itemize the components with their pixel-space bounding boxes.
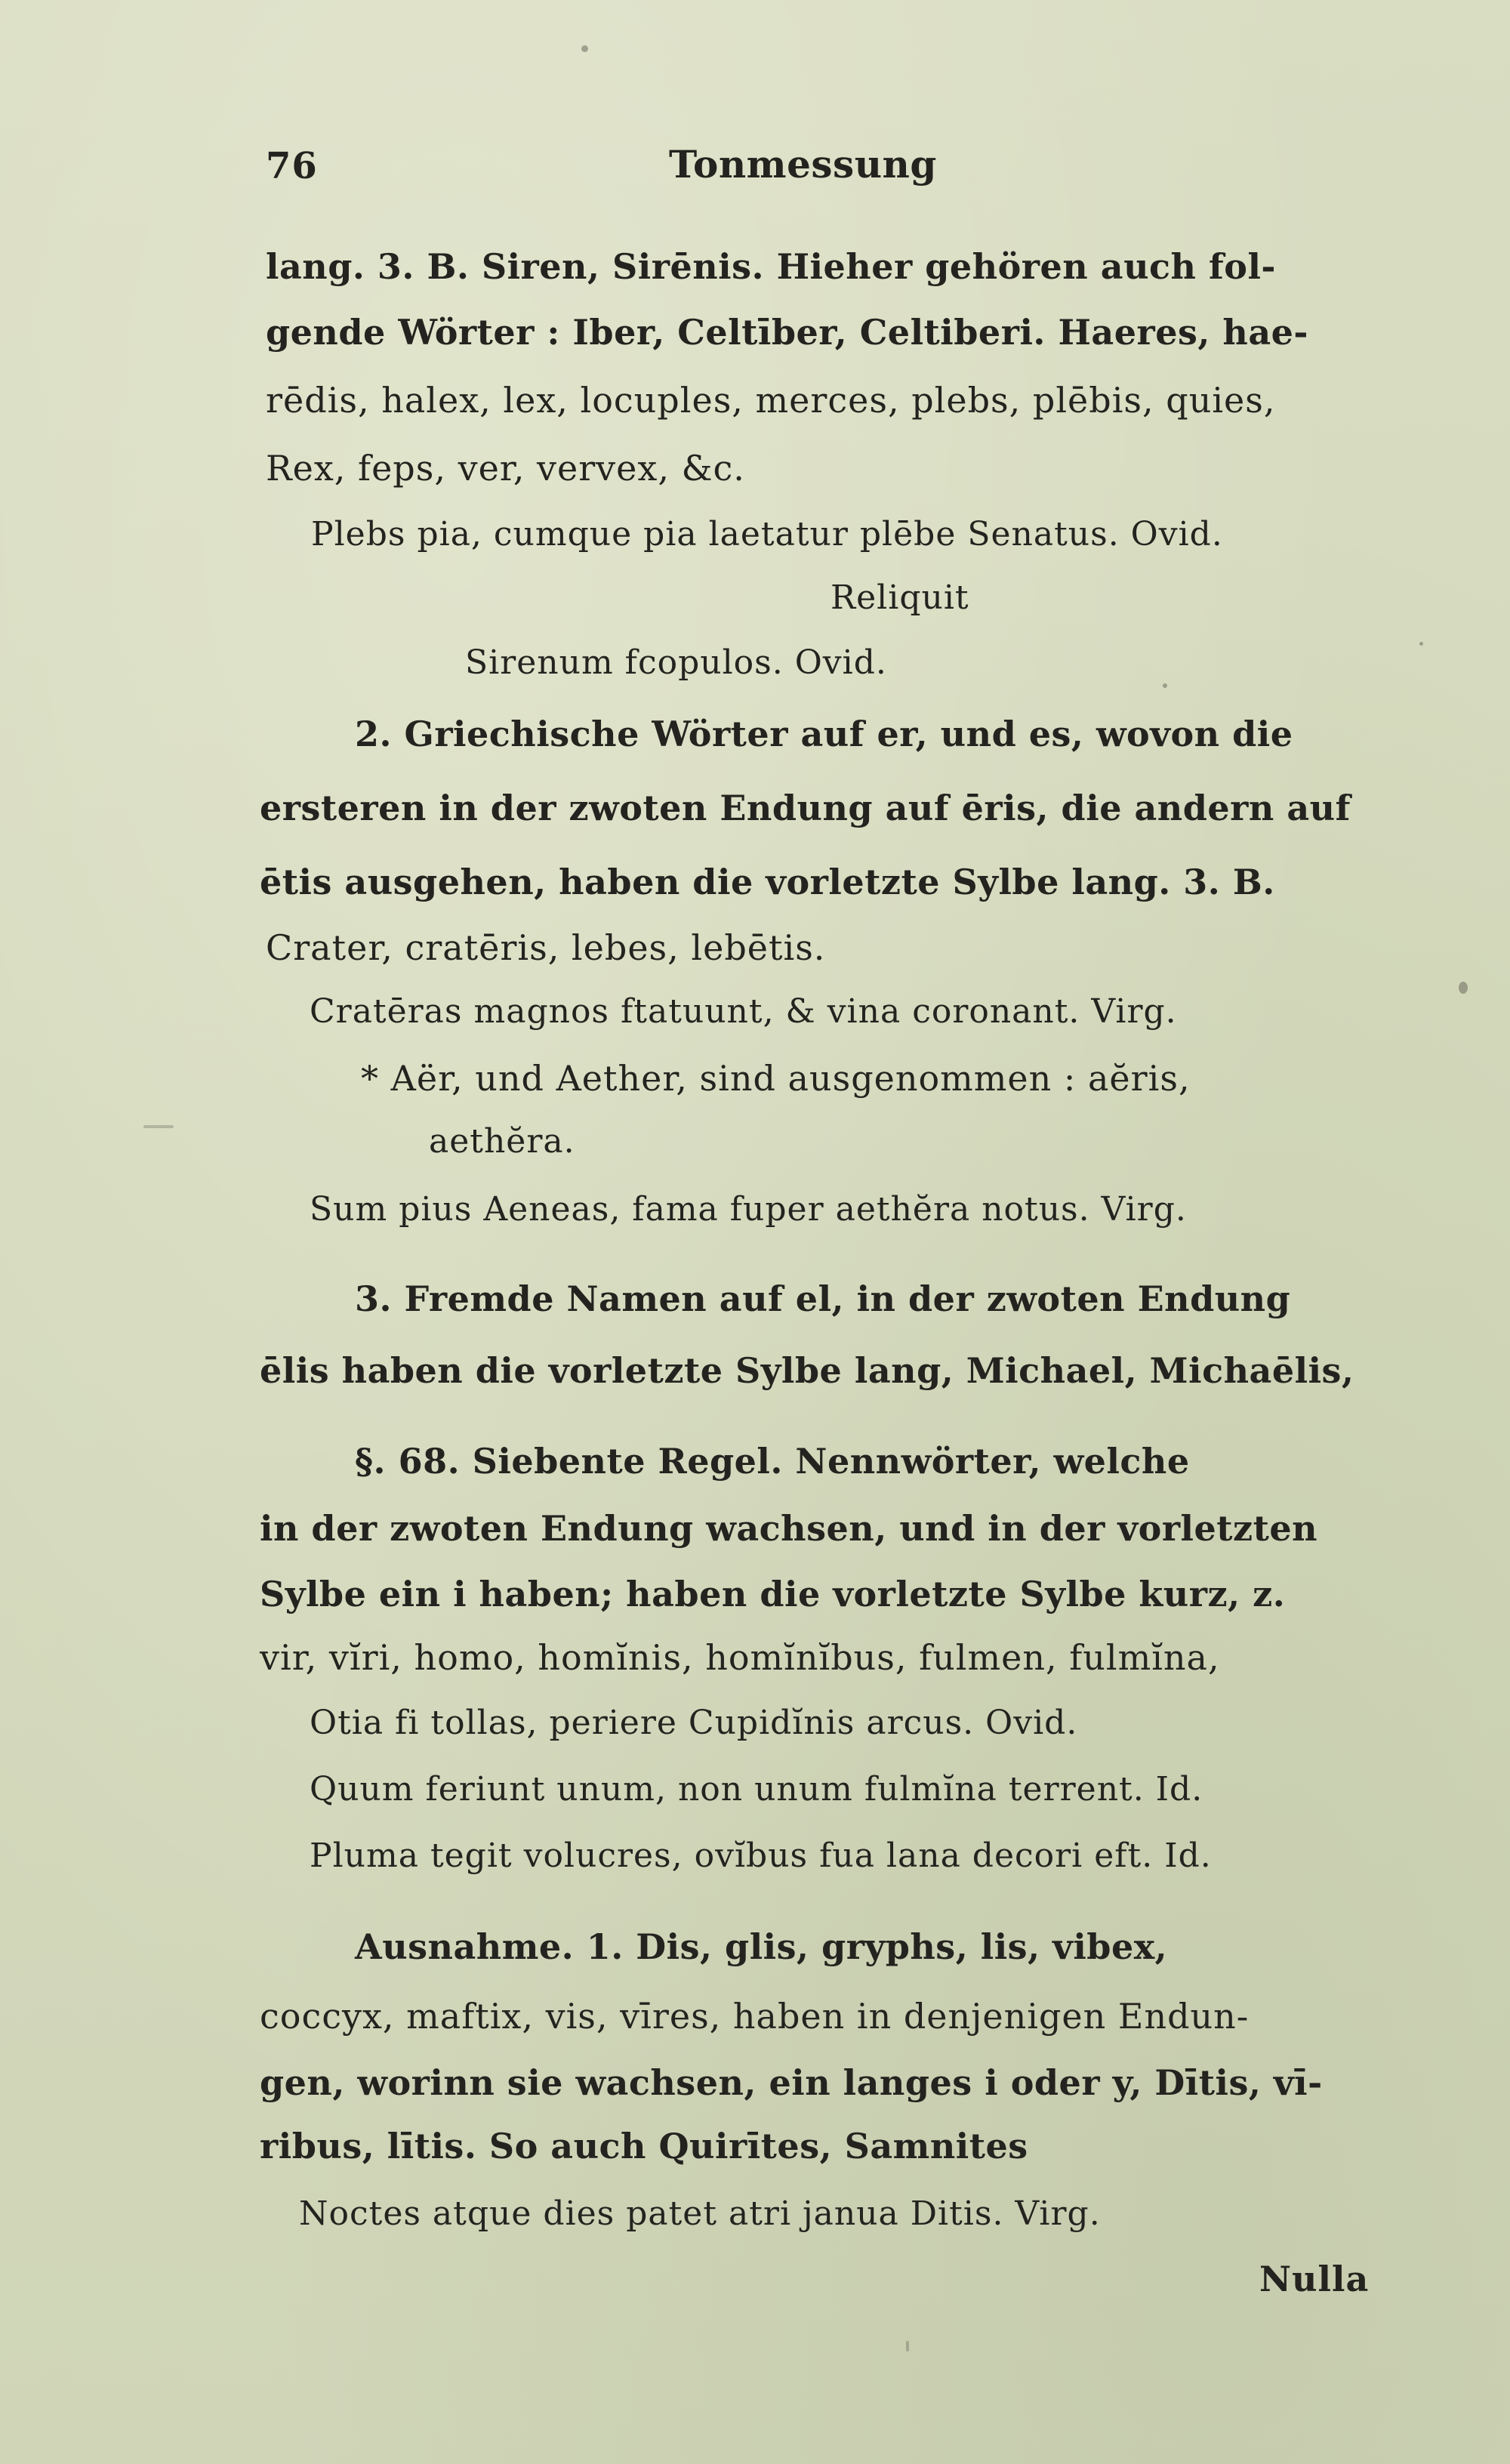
paper-speck [906,2341,909,2351]
text-line-15: Sum pius Aeneas, fama fuper aethĕra notus. Virg. [310,1190,1187,1229]
text-line-25: Ausnahme. 1. Dis, glis, gryphs, lis, vibex, [355,1926,1168,1967]
text-line-7: Sirenum fcopulos. Ovid. [465,643,887,682]
text-line-23: Quum feriunt unum, non unum fulmĭna terrent. Id. [310,1770,1203,1809]
catchword: Nulla [1259,2259,1370,2299]
text-line-21: vir, vĭri, homo, homĭnis, homĭnĭbus, fulmen, fulmĭna, [260,1637,1220,1678]
text-line-17: ēlis haben die vorletzte Sylbe lang, Michael, Michaēlis, [260,1350,1354,1391]
running-title: Tonmessung [669,142,937,187]
text-line-2: gende Wörter : Iber, Celtīber, Celtiberi. Haeres, hae- [266,312,1309,353]
text-line-27: gen, worinn sie wachsen, ein langes i oder y, Dītis, vī- [260,2062,1323,2103]
paper-speck [581,45,588,52]
paper-speck [1163,683,1167,688]
text-line-13: * Aër, und Aether, sind ausgenommen : aĕris, [361,1058,1191,1099]
text-line-5: Plebs pia, cumque pia laetatur plēbe Senatus. Ovid. [311,515,1223,554]
text-line-26: coccyx, maftix, vis, vīres, haben in denjenigen Endun- [260,1996,1250,2037]
text-line-8: 2. Griechische Wörter auf er, und es, wovon die [355,714,1293,754]
text-line-10: ētis ausgehen, haben die vorletzte Sylbe lang. 3. B. [260,862,1275,902]
text-line-29: Noctes atque dies patet atri janua Ditis. Virg. [299,2194,1101,2233]
page-number: 76 [266,145,318,187]
text-line-3: rēdis, halex, lex, locuples, merces, plebs, plēbis, quies, [266,380,1276,421]
text-line-20: Sylbe ein i haben; haben die vorletzte Sylbe kurz, z. [260,1574,1286,1614]
text-line-24: Pluma tegit volucres, ovĭbus fua lana decori eft. Id. [310,1836,1212,1875]
paper-speck [1419,642,1423,646]
text-line-12: Cratēras magnos ftatuunt, & vina coronant. Virg. [310,992,1177,1031]
text-line-14: aethĕra. [429,1122,575,1161]
text-line-11: Crater, cratēris, lebes, lebētis. [266,927,826,968]
text-line-18: §. 68. Siebente Regel. Nennwörter, welche [355,1441,1190,1482]
text-line-16: 3. Fremde Namen auf el, in der zwoten Endung [355,1278,1291,1319]
text-line-9: ersteren in der zwoten Endung auf ēris, die andern auf [260,788,1351,828]
text-line-4: Rex, feps, ver, vervex, &c. [266,448,745,489]
text-line-1: lang. 3. B. Siren, Sirēnis. Hieher gehören auch fol- [266,246,1277,287]
paper-speck [1459,982,1468,994]
text-line-6: Reliquit [830,578,969,617]
text-line-22: Otia fi tollas, periere Cupidĭnis arcus. Ovid. [310,1704,1078,1742]
text-line-19: in der zwoten Endung wachsen, und in der vorletzten [260,1508,1318,1549]
text-line-28: ribus, lītis. So auch Quirītes, Samnites [260,2126,1028,2166]
paper-speck [143,1125,174,1128]
